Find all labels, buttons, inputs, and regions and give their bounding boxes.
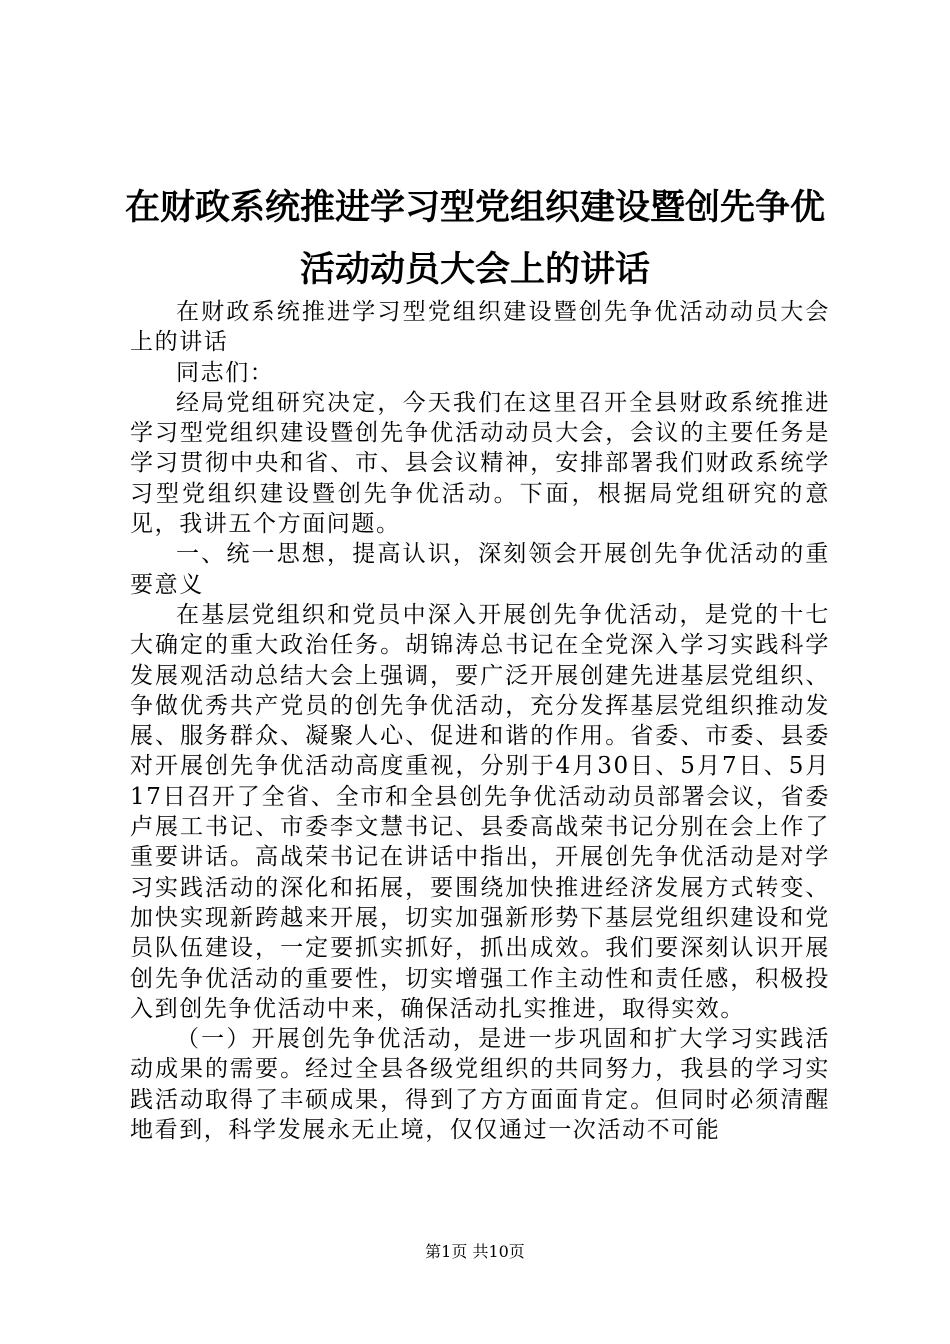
page-footer: 第1页 共10页 [425,1242,525,1261]
paragraph-section-1: 在基层党组织和党员中深入开展创先争优活动，是党的十七大确定的重大政治任务。胡锦涛总书记在全党深入学习实践科学发展观活动总结大会上强调，要广泛开展创建先进基层党组织、争做优秀共产党员的创先争优活动，充分发挥基层党组织推动发展、服务群众、凝聚人心、促进和谐的作用。省委、市委、县委对开展创先争优活动高度重视，分别于4月30日、5月7日、5月17日召开了全省、全市和全县创先争优活动动员部署会议，省委卢展工书记、市委李文慧书记、县委高战荣书记分别在会上作了重要讲话。高战荣书记在讲话中指出，开展创先争优活动是对学习实践活动的深化和拓展，要围绕加快推进经济发展方式转变、加快实现新跨越来开展，切实加强新形势下基层党组织建设和党员队伍建设，一定要抓实抓好，抓出成效。我们要深刻认识开展创先争优活动的重要性，切实增强工作主动性和责任感，积极投入到创先争优活动中来，确保活动扎实推进，取得实效。 [130,601,830,1022]
document-title-line-2: 活动动员大会上的讲话 [299,250,650,290]
paragraph-intro: 经局党组研究决定，今天我们在这里召开全县财政系统推进学习型党组织建设暨创先争优活动动员大会，会议的主要任务是学习贯彻中央和省、市、县会议精神，安排部署我们财政系统学习型党组织建设暨创先争优活动。下面，根据局党组研究的意见，我讲五个方面问题。 [130,389,830,538]
paragraph-salutation: 同志们： [176,359,275,386]
document-body [130,297,830,1145]
paragraph-subtitle: 在财政系统推进学习型党组织建设暨创先争优活动动员大会上的讲话 [130,299,830,356]
paragraph-subsection-1: （一）开展创先争优活动，是进一步巩固和扩大学习实践活动成果的需要。经过全县各级党组织的共同努力，我县的学习实践活动取得了丰硕成果，得到了方方面面肯定。但同时必须清醒地看到，科学发展永无止境，仅仅通过一次活动不可能 [130,1026,830,1144]
section-heading-1: 一、统一思想，提高认识，深刻领会开展创先争优活动的重要意义 [130,541,830,598]
document-title-line-1: 在财政系统推进学习型党组织建设暨创先争优 [124,188,825,228]
